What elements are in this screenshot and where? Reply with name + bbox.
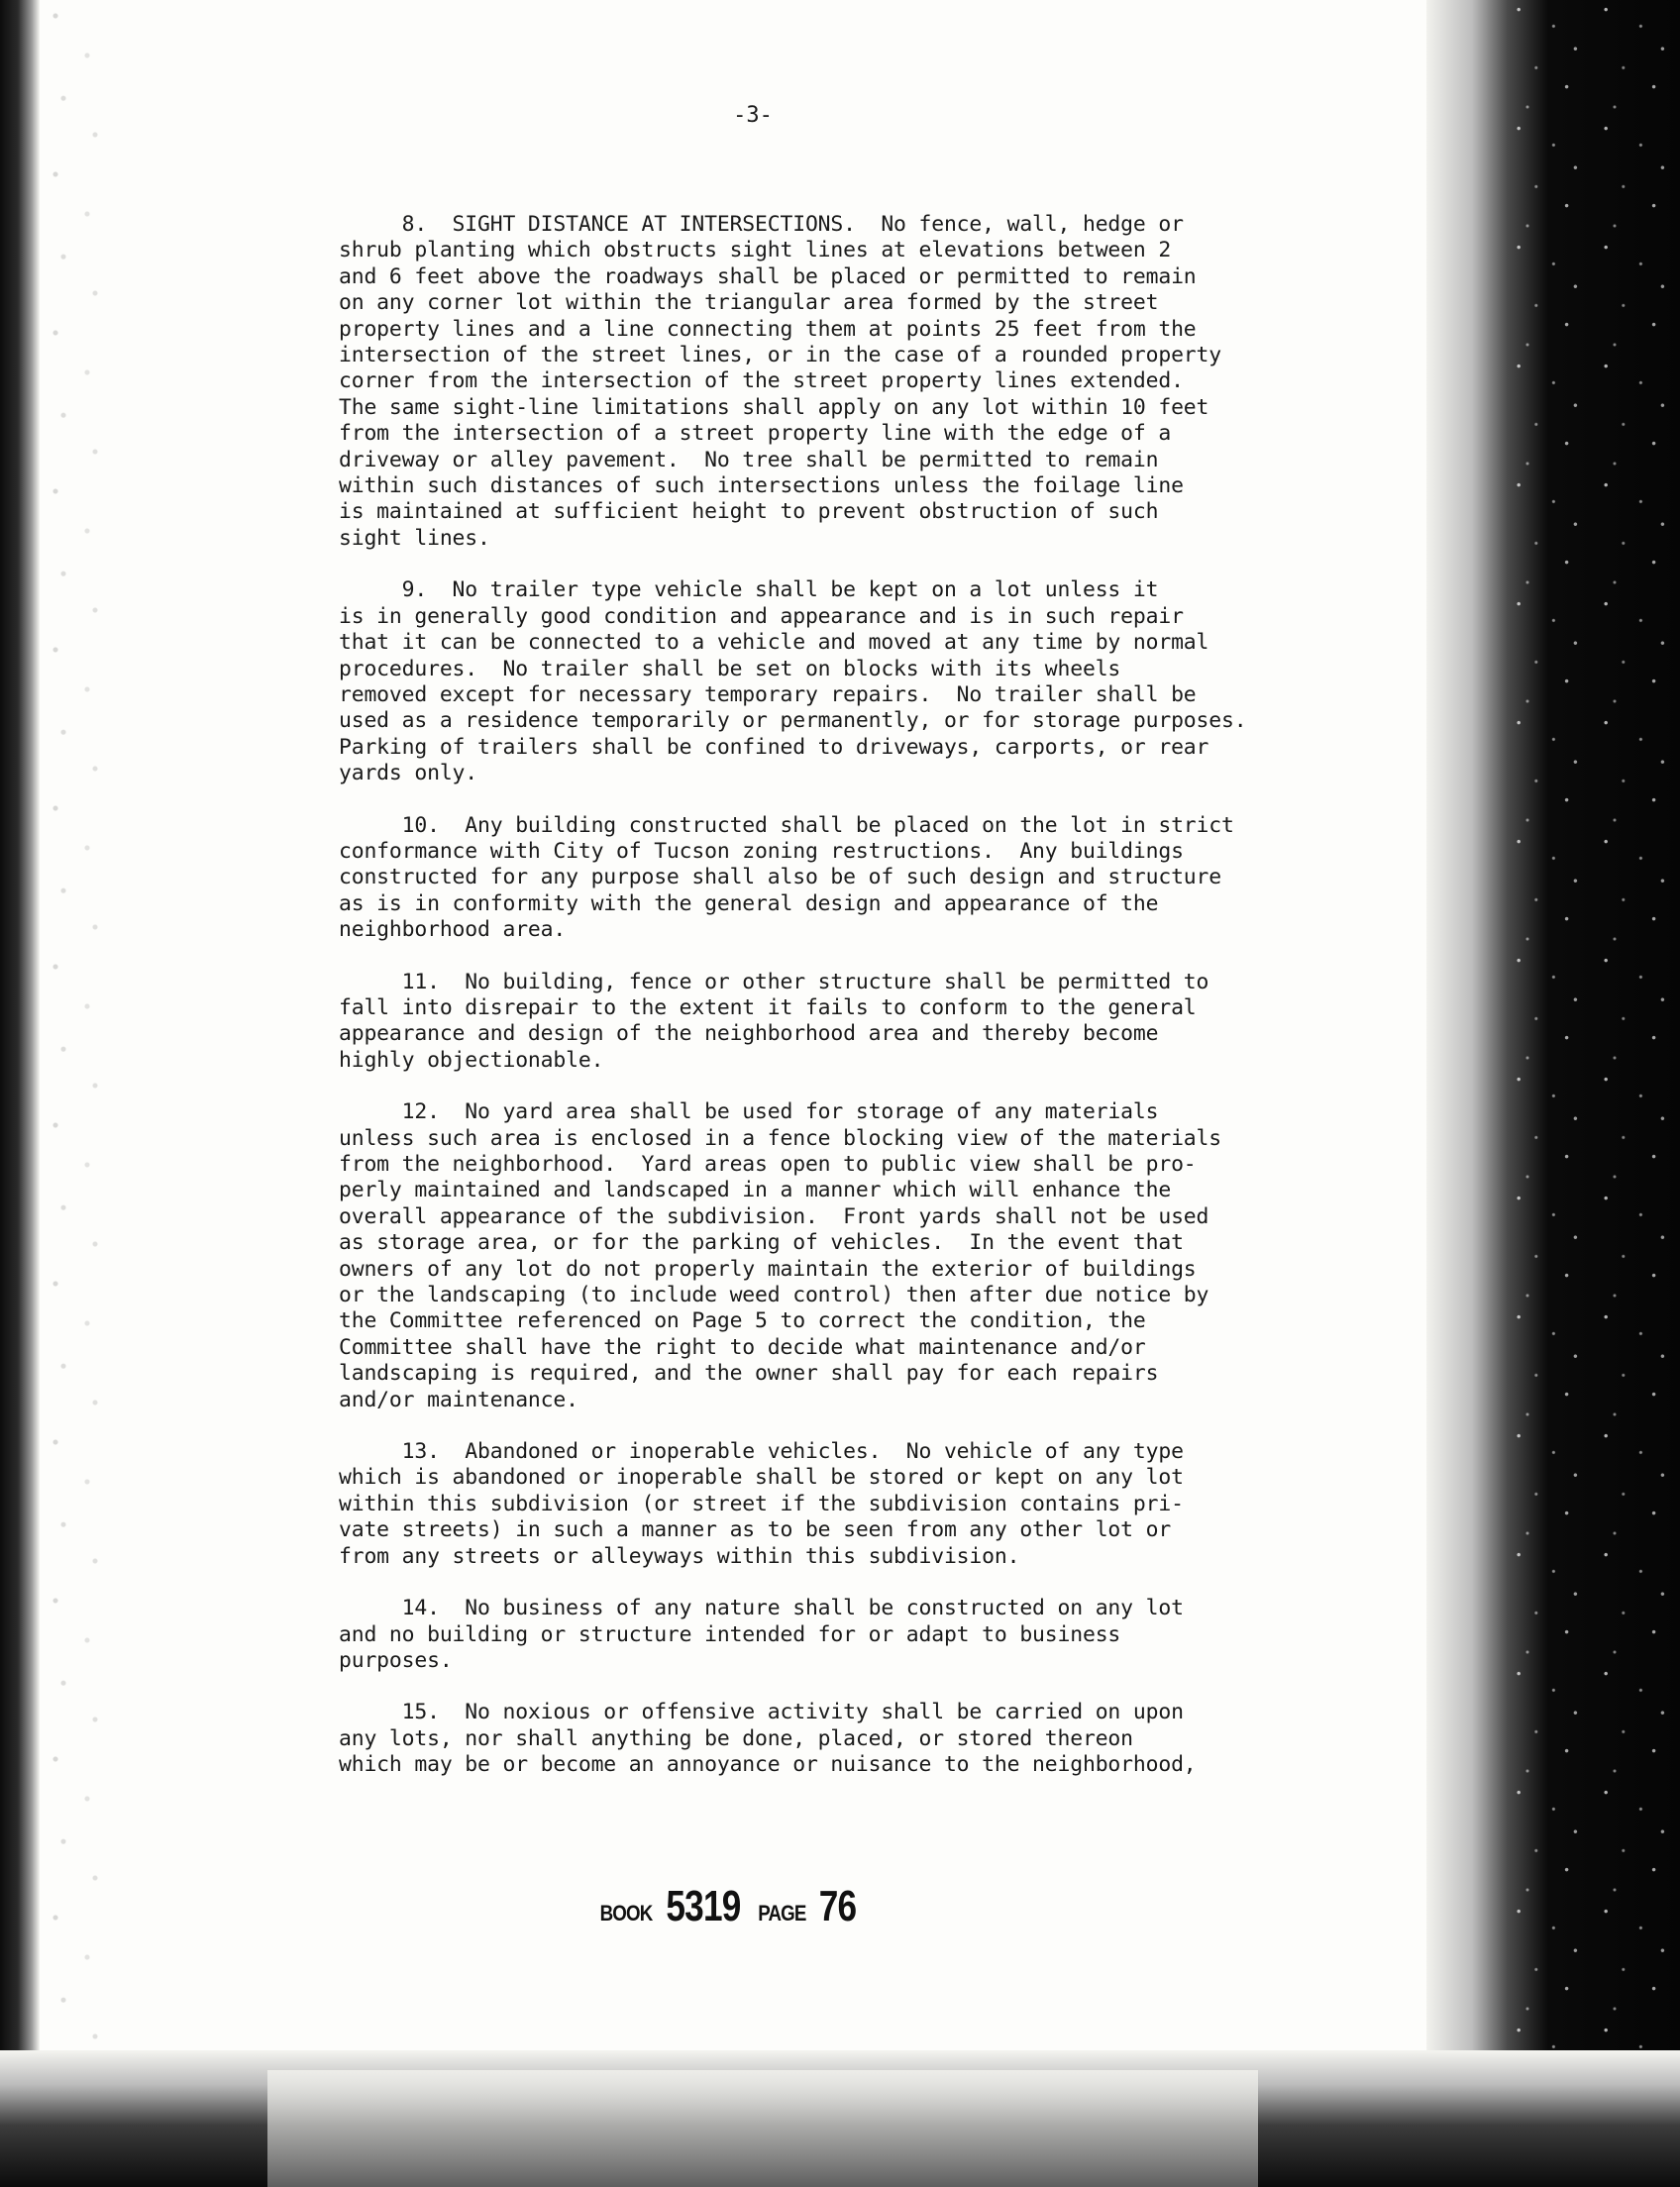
text-line: as is in conformity with the general design and appearance of the [339, 890, 1159, 916]
paragraph [339, 813, 1329, 944]
text-line: as storage area, or for the parking of vehicles. In the event that [339, 1230, 1184, 1256]
text-line: within such distances of such intersections unless the foilage line [339, 473, 1184, 499]
text-line: the Committee referenced on Page 5 to correct the condition, the [339, 1308, 1146, 1334]
text-line: which is abandoned or inoperable shall be stored or kept on any lot [339, 1465, 1184, 1491]
book-label: BOOK [599, 1901, 653, 1926]
text-line: 12. No yard area shall be used for storage of any materials [339, 1099, 1159, 1125]
text-line: intersection of the street lines, or in the case of a rounded property [339, 343, 1221, 368]
text-line: owners of any lot do not properly maintain the exterior of buildings [339, 1256, 1197, 1282]
text-line: neighborhood area. [339, 917, 567, 943]
text-line: Committee shall have the right to decide what maintenance and/or [339, 1334, 1146, 1360]
text-line: fall into disrepair to the extent it fails to conform to the general [339, 994, 1197, 1020]
book-page-reference [0, 1882, 1456, 1931]
text-line: vate streets) in such a manner as to be seen from any other lot or [339, 1517, 1172, 1543]
text-line: Parking of trailers shall be confined to driveways, carports, or rear [339, 734, 1209, 760]
paragraph [339, 577, 1329, 786]
paragraph [339, 212, 1329, 552]
text-line: perly maintained and landscaped in a manner which will enhance the [339, 1178, 1172, 1203]
scan-right-noise [1506, 0, 1680, 2187]
text-line: The same sight-line limitations shall apply on any lot within 10 feet [339, 394, 1209, 420]
text-line: appearance and design of the neighborhood area and thereby become [339, 1021, 1159, 1047]
scan-bottom-light-band [267, 2070, 1258, 2187]
text-line: constructed for any purpose shall also be of such design and structure [339, 865, 1221, 890]
text-line: or the landscaping (to include weed control) then after due notice by [339, 1283, 1209, 1308]
text-line: 14. No business of any nature shall be constructed on any lot [339, 1596, 1184, 1621]
text-line: landscaping is required, and the owner shall pay for each repairs [339, 1361, 1159, 1387]
text-line: 10. Any building constructed shall be placed on the lot in strict [339, 812, 1234, 838]
book-number: 5319 [666, 1882, 741, 1930]
text-line: from the neighborhood. Yard areas open to public view shall be pro- [339, 1152, 1197, 1177]
text-line: on any corner lot within the triangular area formed by the street [339, 290, 1159, 316]
text-line: sight lines. [339, 525, 490, 551]
text-line: driveway or alley pavement. No tree shall be permitted to remain [339, 447, 1159, 472]
text-line: 9. No trailer type vehicle shall be kept on a lot unless it [339, 577, 1159, 603]
text-line: from the intersection of a street property line with the edge of a [339, 421, 1172, 447]
text-line: 15. No noxious or offensive activity shall be carried on upon [339, 1700, 1184, 1725]
paragraph [339, 1099, 1329, 1413]
paragraph [339, 1439, 1329, 1570]
paragraph [339, 1700, 1329, 1778]
text-line: within this subdivision (or street if the subdivision contains pri- [339, 1491, 1184, 1516]
text-line: is in generally good condition and appearance and is in such repair [339, 603, 1184, 629]
text-line: procedures. No trailer shall be set on blocks with its wheels [339, 656, 1121, 681]
text-line: 13. Abandoned or inoperable vehicles. No vehicle of any type [339, 1439, 1184, 1465]
text-line: purposes. [339, 1647, 453, 1673]
page-ref-number: 76 [818, 1882, 857, 1930]
text-line: 8. SIGHT DISTANCE AT INTERSECTIONS. No fence, wall, hedge or [339, 212, 1184, 237]
page-number: -3- [733, 103, 773, 128]
scan-left-noise [40, 0, 119, 2187]
text-line: removed except for necessary temporary repairs. No trailer shall be [339, 681, 1197, 707]
paragraph [339, 1596, 1329, 1674]
text-line: and no building or structure intended for or adapt to business [339, 1621, 1121, 1647]
text-line: is maintained at sufficient height to prevent obstruction of such [339, 499, 1159, 525]
text-line: overall appearance of the subdivision. Front yards shall not be used [339, 1203, 1209, 1229]
text-line: that it can be connected to a vehicle and moved at any time by normal [339, 630, 1209, 656]
text-line: used as a residence temporarily or permanently, or for storage purposes. [339, 708, 1247, 734]
text-line: yards only. [339, 761, 478, 786]
text-line: 11. No building, fence or other structure shall be permitted to [339, 969, 1209, 994]
text-line: conformance with City of Tucson zoning restructions. Any buildings [339, 838, 1184, 864]
text-line: shrub planting which obstructs sight lines at elevations between 2 [339, 238, 1172, 263]
text-line: which may be or become an annoyance or nuisance to the neighborhood, [339, 1752, 1197, 1778]
text-line: and 6 feet above the roadways shall be placed or permitted to remain [339, 263, 1197, 289]
text-line: corner from the intersection of the street property lines extended. [339, 368, 1184, 394]
page-label: PAGE [758, 1901, 806, 1926]
text-line: highly objectionable. [339, 1047, 604, 1073]
text-line: and/or maintenance. [339, 1387, 578, 1412]
scan-left-edge [0, 0, 40, 2187]
text-line: any lots, nor shall anything be done, placed, or stored thereon [339, 1725, 1133, 1751]
document-body [339, 212, 1329, 1805]
text-line: unless such area is enclosed in a fence blocking view of the materials [339, 1125, 1221, 1151]
paragraph [339, 970, 1329, 1075]
text-line: from any streets or alleyways within this subdivision. [339, 1543, 1020, 1569]
text-line: property lines and a line connecting them at points 25 feet from the [339, 316, 1197, 342]
